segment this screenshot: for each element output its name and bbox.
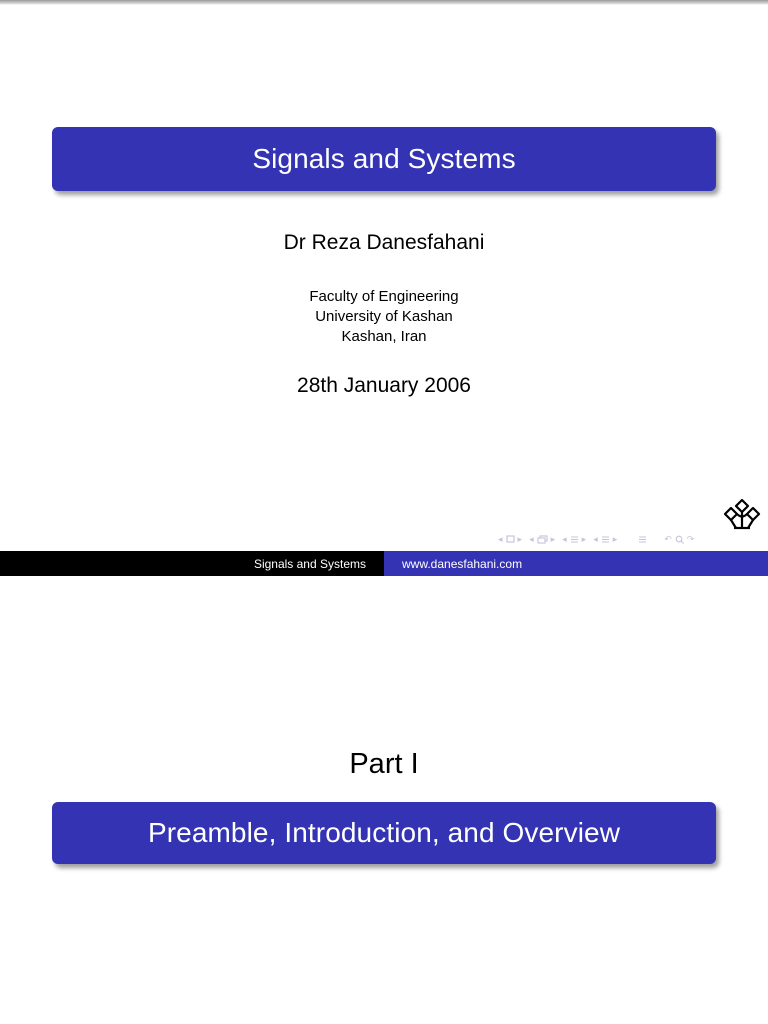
nav-forward-icon: ↷: [686, 533, 695, 544]
nav-section-icon: [601, 535, 610, 544]
part-label: Part I: [349, 748, 419, 780]
nav-right-arrow-icon: ▸: [550, 533, 556, 544]
beamer-navigation-bar: [498, 532, 699, 546]
nav-right-arrow-icon: ▸: [581, 533, 587, 544]
institute-line: University of Kashan: [315, 308, 453, 325]
nav-align-group[interactable]: [638, 535, 647, 544]
nav-left-arrow-icon: ◂: [562, 533, 567, 544]
institute-block: [0, 287, 768, 347]
footer-right: [384, 551, 768, 576]
footer-title: Signals and Systems: [253, 556, 366, 571]
nav-search-group[interactable]: [664, 534, 694, 545]
institute-line: Kashan, Iran: [341, 328, 427, 345]
part-title-box: [52, 802, 716, 864]
nav-left-arrow-icon: ◂: [498, 533, 503, 544]
nav-left-arrow-icon: ◂: [529, 533, 534, 544]
author-name: Dr Reza Danesfahani: [283, 231, 485, 254]
institute-line: Faculty of Engineering: [309, 288, 459, 305]
nav-subsection-group[interactable]: [529, 534, 555, 545]
nav-frame-group[interactable]: [498, 534, 522, 545]
slide-title-box: [52, 127, 716, 191]
nav-left-arrow-icon: ◂: [593, 533, 598, 544]
part-title: Preamble, Introduction, and Overview: [147, 817, 621, 848]
nav-frame-icon: [506, 535, 515, 543]
nav-subsection-icon: [537, 535, 548, 544]
nav-right-arrow-icon: ▸: [517, 533, 523, 544]
footer-left: [0, 551, 384, 576]
slide-footer: [0, 551, 768, 576]
nav-back-icon: ↶: [664, 533, 672, 544]
presentation-date: 28th January 2006: [297, 374, 471, 397]
nav-search-icon: [675, 535, 684, 544]
nav-section-icon: [570, 535, 579, 544]
nav-align-icon: [638, 535, 647, 544]
nav-section-group[interactable]: [593, 534, 617, 545]
footer-url: www.danesfahani.com: [402, 556, 523, 571]
university-emblem-icon: [722, 497, 762, 531]
part-slide: [0, 578, 768, 1024]
nav-right-arrow-icon: ▸: [612, 533, 618, 544]
nav-section-group[interactable]: [562, 534, 586, 545]
slide-title: Signals and Systems: [252, 143, 516, 174]
